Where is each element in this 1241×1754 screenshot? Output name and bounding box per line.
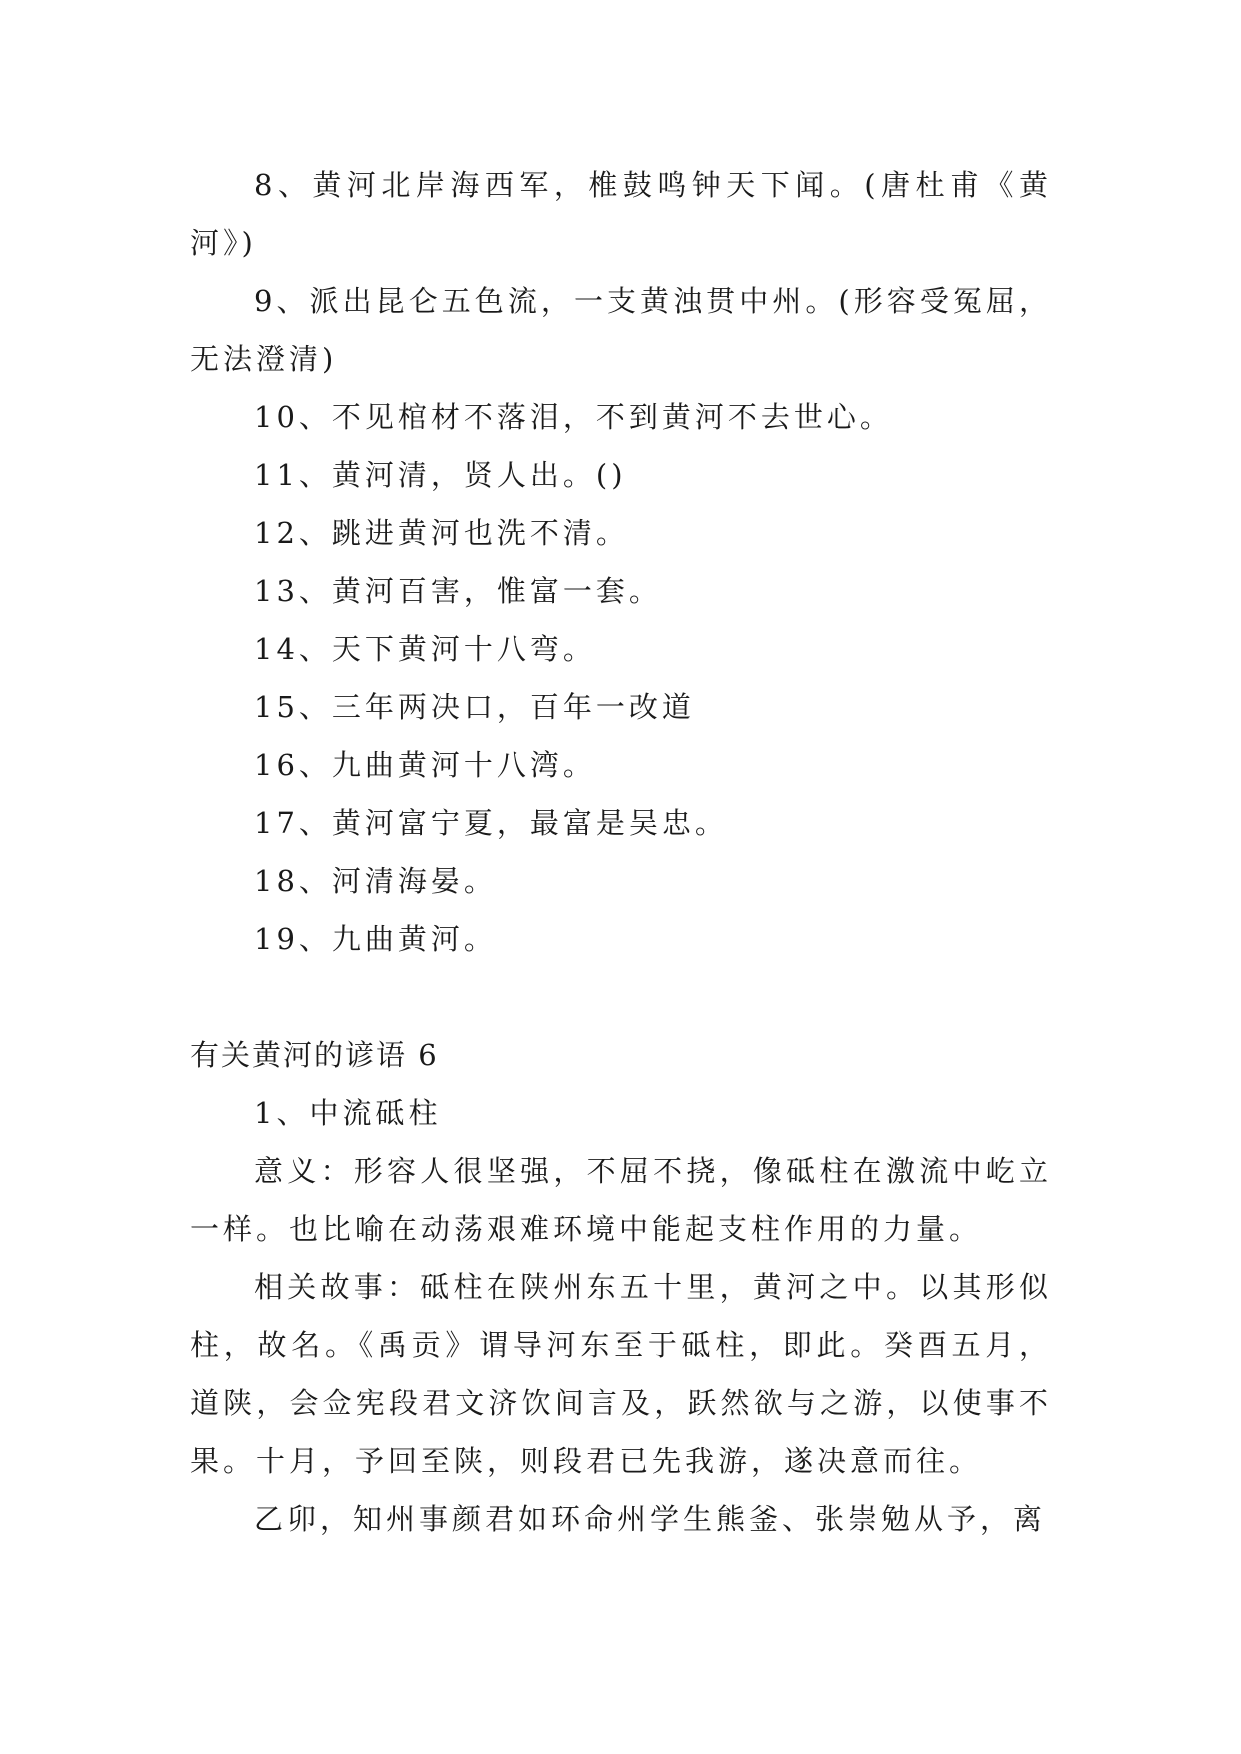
section-item: 1、中流砥柱 [254,1096,442,1130]
last-paragraph: 乙卯，知州事颜君如环命州学生熊釜、张崇勉从予，离 [254,1502,1047,1536]
proverb-13: 13、黄河百害，惟富一套。 [254,574,662,608]
proverb-12: 12、跳进黄河也洗不清。 [254,516,629,550]
proverb-17: 17、黄河富宁夏，最富是吴忠。 [254,806,728,840]
story-paragraph: 相关故事：砥柱在陕州东五十里，黄河之中。以其形似柱，故名。《禹贡》谓导河东至于砥柱，即此。癸酉五月，道陕，会佥宪段君文济饮间言及，跃然欲与之游，以使事不果。十月，予回至陕，则段君已先我游，遂决意而往。 [190,1270,1052,1478]
section-heading: 有关黄河的谚语 6 [190,1038,439,1072]
proverb-8: 8、黄河北岸海西军，椎鼓鸣钟天下闻。(唐杜甫《黄河》) [190,168,1052,260]
proverb-11: 11、黄河清，贤人出。() [254,458,627,492]
proverb-19: 19、九曲黄河。 [254,922,497,956]
proverb-18: 18、河清海晏。 [254,864,497,898]
proverb-10: 10、不见棺材不落泪，不到黄河不去世心。 [254,400,893,434]
section-gap [190,968,1052,1026]
document-page [190,156,1052,1548]
proverb-14: 14、天下黄河十八弯。 [254,632,596,666]
proverb-15: 15、三年两决口，百年一改道 [254,690,695,724]
proverb-16: 16、九曲黄河十八湾。 [254,748,596,782]
proverb-9: 9、派出昆仑五色流，一支黄浊贯中州。(形容受冤屈，无法澄清) [190,284,1052,376]
meaning-paragraph: 意义：形容人很坚强，不屈不挠，像砥柱在激流中屹立一样。也比喻在动荡艰难环境中能起支柱作用的力量。 [190,1154,1052,1246]
